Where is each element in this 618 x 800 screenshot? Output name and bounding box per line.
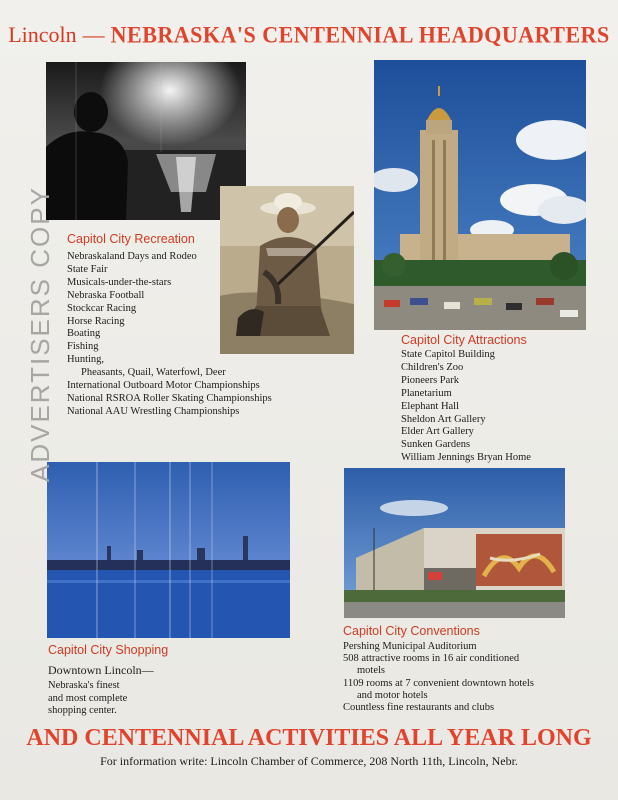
list-item: Children's Zoo	[401, 361, 464, 373]
list-item: Musicals-under-the-stars	[67, 276, 172, 288]
shopping-title: Capitol City Shopping	[48, 643, 169, 657]
recreation-list	[67, 251, 272, 419]
list-item: International Outboard Motor Championships	[67, 380, 260, 392]
list-item: 508 attractive rooms in 16 air conditioned	[343, 653, 520, 665]
shopping-list	[48, 680, 127, 718]
list-item: William Jennings Bryan Home	[401, 452, 531, 464]
recreation-title: Capitol City Recreation	[67, 232, 195, 246]
list-item: National AAU Wrestling Championships	[67, 405, 240, 417]
skyline-photo	[47, 462, 290, 638]
list-item: Sunken Gardens	[401, 439, 471, 451]
list-item: motels	[357, 665, 385, 677]
list-item: and most complete	[48, 692, 128, 704]
list-item: Stockcar Racing	[67, 302, 137, 314]
conventions-title: Capitol City Conventions	[343, 624, 480, 638]
list-item: Pheasants, Quail, Waterfowl, Deer	[81, 367, 226, 379]
list-item: National RSROA Roller Skating Championships	[67, 392, 272, 404]
footer-headline: AND CENTENNIAL ACTIVITIES ALL YEAR LONG	[26, 725, 592, 751]
attractions-list	[401, 349, 531, 465]
page-header	[0, 22, 618, 48]
list-item: State Fair	[67, 263, 108, 275]
list-item: Pershing Municipal Auditorium	[343, 641, 477, 652]
list-item: Pioneers Park	[401, 374, 460, 386]
conventions-list	[343, 641, 534, 714]
attractions-title: Capitol City Attractions	[401, 333, 527, 347]
list-item: Nebraska Football	[67, 289, 145, 301]
list-item: 1109 rooms at 7 convenient downtown hotels	[343, 677, 534, 689]
shopping-subtitle: Downtown Lincoln—	[48, 663, 154, 677]
list-item: State Capitol Building	[401, 349, 495, 360]
list-item: Fishing	[67, 341, 99, 353]
header-dash: —	[82, 22, 105, 47]
list-item: Sheldon Art Gallery	[401, 413, 486, 425]
footer-contact: For information write: Lincoln Chamber of Commerce, 208 North 11th, Lincoln, Nebr.	[100, 754, 518, 768]
list-item: and motor hotels	[357, 689, 428, 701]
list-item: Countless fine restaurants and clubs	[343, 702, 495, 714]
header-tagline: NEBRASKA'S CENTENNIAL HEADQUARTERS	[110, 21, 610, 48]
auditorium-photo	[344, 468, 565, 618]
list-item: Hunting,	[67, 354, 105, 366]
list-item: Elephant Hall	[401, 400, 460, 412]
list-item: Horse Racing	[67, 315, 125, 327]
list-item: Planetarium	[401, 387, 452, 399]
list-item: shopping center.	[48, 705, 117, 716]
fishing-photo	[46, 62, 246, 220]
capitol-photo	[374, 60, 586, 330]
list-item: Elder Art Gallery	[401, 426, 474, 438]
advertisers-copy-watermark: ADVERTISERS COPY	[25, 186, 55, 482]
list-item: Nebraska's finest	[48, 680, 120, 691]
header-city: Lincoln	[8, 22, 77, 47]
list-item: Nebraskaland Days and Rodeo	[67, 251, 197, 262]
list-item: Boating	[67, 328, 101, 340]
